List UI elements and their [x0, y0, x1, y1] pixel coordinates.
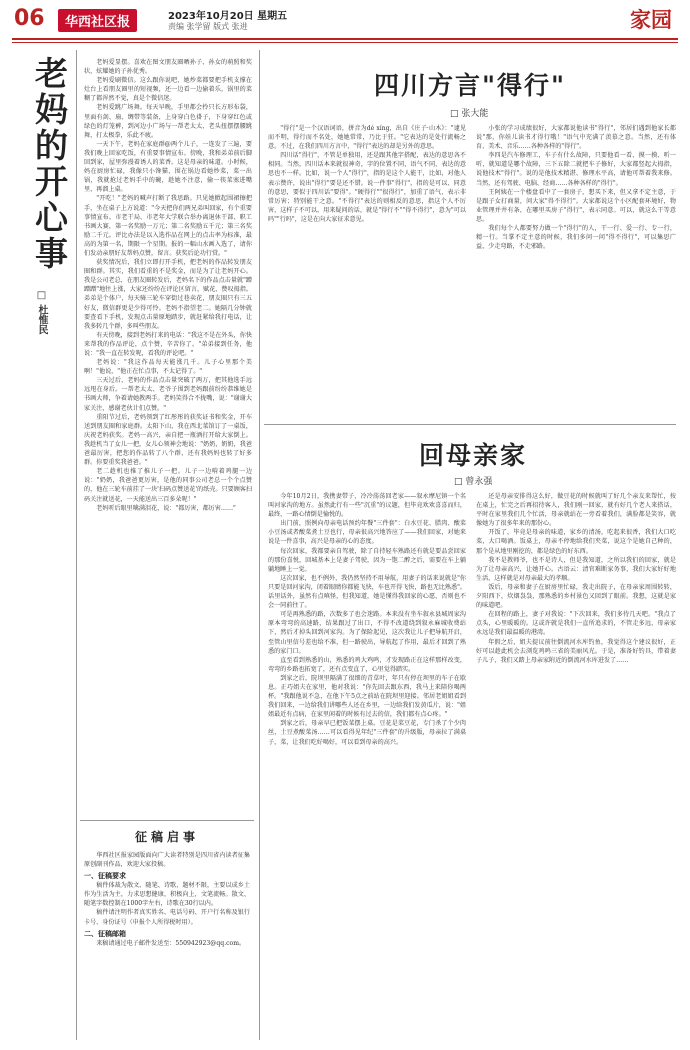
- column-divider-main: [259, 50, 260, 1040]
- paragraph: 到家之后，院坝里隔满了很细的青草叶，年只有停在坝里的车子在歇息。正巧姐夫在家里，他对我说："你先回去跟东西，我马上来陪你喝两杯。"我跟他说不急，在他下午5点之前站在院坝里迎接。邻居老姐姐看到我们回来，一边给我们讲哪些人还在乡里，一边给我们发黄瓜片，说："姐姐最近有点病，在家里闲着的时候有过去的信，我们都有点心疼。": [268, 674, 466, 719]
- page-number: 06: [14, 6, 45, 31]
- paragraph: 开饭了，毕竟是母亲的味道，家乡的清汤，吃起来很香，我们大口吃菜，大口喝酒。饭桌上，母亲不停地给我们夹菜，说这个是她自己种的，那个是从地里刚挖的，都是绿色的好东西。: [476, 529, 676, 555]
- paragraph: 华西社区报家园版面向广大读者特别是四川省内读者征集原创副刊作品，欢迎大家投稿。: [84, 852, 250, 869]
- paragraph: 王阿姨在一个楼盘看中了一套房子，想买下来，但又拿不定主意，于是跟子女打商量，问大家"得不得行"。大家都说这个小区配套环境好，物业管理并井有条，在哪里买房子"得行"，表示同意。可以，就这么干等意思。: [476, 188, 676, 223]
- article2-body-col1: [268, 124, 466, 416]
- article-divider: [264, 424, 676, 425]
- paragraph: 李四是汽车修理工，车子有什么故障，只要他看一看、摸一摸、听一听，就知道是哪个故障，三下五除二就把车子修好，大家都竖起大拇指，说他技术"得行"。说的是他技术精湛、修理水平高，请他可帮着我来修。当然，还有驾驶、电脑、经商……各种各样的"得行"。: [476, 152, 676, 187]
- editor-credit: 责编 张学留 版式 张进: [168, 22, 248, 31]
- paragraph: 年假之后，姐夫提议前往倒流河水库钓鱼，我觉得这个建议很好，正好可以趁此机会去浏览鸡鸣三省的美丽风光。于是，准备好钓具，带着妻子儿子，我们又踏上母亲家附近的倒流河水库进发了……: [476, 638, 676, 664]
- notice-section2-title: 二、征稿邮箱: [84, 929, 126, 938]
- paragraph: 老妈听后眼里噙满泪花，说："都厉害，都厉害……": [96, 504, 236, 512]
- paragraph: 四川话"得行"，不管是单独用，还是跟其他字搭配，表达的意思各不相同。当然，四川话本来就很神奇，字的位置不同，语气不同，表达的意思也不一样。比如，说一个人"得行"，指的是这个人能干，比如，对他人表示赞许，说出"得行"要是还不错。说一件事"得行"，指的是可以、同意的意思，要似于四川话"要得"。"硬得行""很得行"，加重了语气，表示非常厉害；特别能干之意。"不得行"表达的则相反的意思，指这个人不厉害，这样子不可以。用来疑问的话，就是"得行不""得不得行"，意为"可以吗""行吗"，这是在向大家征求意见。: [268, 152, 466, 223]
- paragraph: 饭后，母亲和妻子在厨房里忙碌，我走出院子，在母亲家周围转转，夕阳西下，炊烟袅袅，那熟悉的乡村景色又回到了眼前。我想，这就是家的味道吧。: [476, 583, 676, 610]
- paragraph: 一天下午，老妈在家庭群@两个儿子，一连发了三遍，要我们晚上回家吃饭，有重要事情宣布。傍晚，我和弟弟前后脚回到家，屋里弥漫着诱人的菜香。这是母亲的味道。小时候，妈在厨房忙碌，我像只小馋猫，围在锅边看她炒菜，菜一出锅，我就抢过老妈手中的碗，趁她不注意，偷一筷菜塞进嘴里，再溜上桌。: [84, 140, 252, 194]
- article3-body-col1: [268, 492, 466, 1040]
- article3-body-col2: [476, 492, 676, 1040]
- paragraph: 三天过后，老妈的作品点击量突破了两万，把其他选手远远甩在身后。一帮老太太、老爷子围到老妈跟前纷纷恭维她是书画大师，争着请她教两手。老妈笑得合不拢嘴，说："谢谢大家关注，感谢老伙计们点赞。": [84, 377, 252, 412]
- paragraph: 老妈爱跳广场舞。每天早晚，手里都会拎只长方形布袋，里面有剑、扇、绸带等装备，上身穿白色褂子，下身穿红色或绿色的灯笼裤，到河边小广场与一帮老太太、老头扭摆摆腰跳舞，打太极拳，乐此不疲。: [84, 104, 252, 139]
- notice-body: [84, 851, 250, 948]
- paragraph: 老妈爱显摆。喜欢在图文朋友圈晒孙子、孙女的萌照和奖状，炫耀她的子孙优秀。: [84, 59, 252, 76]
- paragraph: 在回程的路上，妻子对我说："下次回来，我们多待几天吧。"我点了点头，心里暖暖的。这或许就是我们一直所追求的，不管走多远，母亲家永远是我们最温暖的港湾。: [476, 611, 676, 637]
- paragraph: 有天傍晚，接到老妈打来的电话："我这不是在外头，你快来帮我的作品评论，点个赞，辛苦你了。"弟弟接到任务，他说："我一直在转发呢，看我的评论吧。": [84, 331, 252, 357]
- paragraph: 这次回家，也不例外，我仍然坚持不用导航，用妻子的话来说就是"你只要是回河家沟，闭着眼睛你都能飞快，车也开得飞快，路也无比熟悉"。话里话外，虽然有点嗔怪，但我知道，她是懂得我回家的心愿，否则也不会一同前往了。: [268, 574, 466, 610]
- notice-divider: [80, 820, 254, 821]
- paragraph: 直至看到熟悉的山，熟悉的鸡大鸡鸣，才发现路正在这样那样改变，弯弯的乡路也拓宽了，还有点变直了，心里觉得踏实。: [268, 656, 466, 673]
- column-divider-left: [76, 50, 77, 1040]
- article2-title: 四川方言"得行": [373, 71, 567, 100]
- header-rule: [12, 38, 678, 40]
- notice-title: 征稿启事: [134, 830, 199, 844]
- paragraph: 今年10月2日，我携妻带子，冷冷荡荡回老家——叙永摩尼镇一个名叫河家沟的地方。虽然此行有一些"沉重"的议题，但毕竟欢欢喜喜而归，最终，一路心情倒是愉悦的。: [268, 493, 466, 519]
- paragraph: 我不是教师爷，也不是诗人，但是我知道，之所以我们的回家，就是为了让母亲高兴，让她开心。古语云：清官难断家务事，我们大家好好地生活，这样就是对母亲最大的孝顺。: [476, 556, 676, 582]
- article3-title: 回母亲家: [418, 441, 527, 470]
- paragraph: "得行"是一个汉语词语，拼音为dé xíng，出自《庄子·山木》："逮见而不明，得行而不名处，她她常常，乃比于狂。"它表达的是处行流畅之意。不过，在我们四川方言中，"得行"表达的却是另外的意思。: [268, 125, 466, 151]
- issue-date: 2023年10月20日 星期五: [168, 11, 288, 22]
- paragraph: "开吃！"老妈的喊声打断了我思路。只见她掀起围裙擦把手，坐在桌子上方说道："今天把你们两兄弟叫回家，有个重要事情宣布。市老干局、市老年大学联合举办离退休干部、职工书画大赛，第一名奖励一万元；第二名奖励五千元；第三名奖励二千元。评比办法是以入选作品在网上的点击率为标准，最高的为第一名，期限一个星期。报的一幅山水画入选了，请你们发动亲朋好友帮妈点赞，留言。获奖后论功行赏。": [84, 195, 252, 257]
- section-name: 家园: [630, 7, 672, 32]
- paragraph: 到家之后，母亲早已把饭菜摆上桌。豆花是菜豆花，专门杀了个少肉丝，土豆煮酸菜汤……可以看得见年纪"三件套"的升级版，母亲拉了满桌子，菜，让我们吃好喝好，可以看到母亲的高兴。: [268, 720, 466, 746]
- header-rule-thin: [12, 42, 678, 43]
- notice: [84, 828, 250, 948]
- article2-body-col2: [476, 124, 676, 416]
- paragraph: 获奖情况后，我们立即打开手机，把老妈的作品转发朋友圈和群。其实，我们看重的不是奖金，而是为了让老妈开心。我是公司老总，在朋友圈转发后，老妈名下的作品点击量就"蹭蹭蹭"地往上涨，大家还纷纷在评论区留言，赋花、赞叹拇指。弟弟是个体户，每天骑三轮车穿街过巷卖花，朋友圈只有三五好友，微信群更是少得可怜。老妈不指望老二。她隔几分钟就要查看下手机，发现点击量原地踏步，就赶紧给我打电话，让我多转几个群，多叫些朋友。: [84, 259, 252, 330]
- article1-body: [84, 58, 252, 814]
- paragraph: 稿件请注明作者真实姓名、电话号码、开户行名称及银行卡号、身份证号（申报个人所得税时用）。: [84, 909, 250, 926]
- paragraph: 每次回家，我都要亲自驾驶，除了自持轻车熟路还有就是要品尝回家的那份喜悦，回城基本上是妻子驾驶，因为一饱二醉之后，需要在车上躺躺地睡上一觉。: [268, 547, 466, 573]
- paragraph: 出门前，照例向母亲电话预约年餐"三件套"：白水豆花、腊肉、酸菜小豆汤或者酸菜煮土豆也行，母亲很高兴地答应了——我们回家，对她来说是一件喜事，高兴是母亲的心的态度。: [268, 520, 466, 546]
- paragraph: 老妈爱刷微信。这么跟你说吧，她炒菜都要把手机支撑在灶台上看朋友圈里的短视频，还一边看一边偷着乐，锅里的菜糊了都浑然不觉，真是个微信迷。: [84, 77, 252, 103]
- paragraph: 稿件体裁为散文、随笔、诗歌，题材不限，主要以成乡土作为生活为主，力求思想健康，积极向上，文笔流畅。散文、随笔字数控制在1000字左右，诗歌在30行以内。: [84, 882, 250, 908]
- paragraph: 小张的学习成绩很好，大家都说他读书"得行"，邻居们遇到他家长都说"那，你娃儿读书才得行哦！"语气中充满了羡慕之意。当然，还有体育、美术、音乐……各种各样的"得行"。: [476, 125, 676, 151]
- paragraph: 重阳节过后，老妈领到了红彤彤的获奖证书和奖金，开车送到朋友圈和家庭群。太阳下山，我在西北菜馆订了一桌饭，庆祝老妈获奖。老妈一高兴，亲自把一瓶酒打开给大家倒上。我趁机当了女儿一把，女儿心领神会地说："奶奶，奶奶，我爸爸最厉害，把您的作品转了八个群，还有我妈妈也转了好多群。你要重奖我爸爸。": [84, 413, 252, 467]
- paragraph: 老妈说："我这作品每天能涨几千。儿子心里那个美啊！"他说，"他正在忙点事，不太记得了。": [84, 359, 252, 376]
- paragraph: 还是母亲安排得这么好，做豆花的时候就叫了好几个亲友来帮忙，按在桌上，忙完之后再招待客人，我们刚一回家，就有好几个老人来搭话，平时在家里我们几个忙活，母亲就站在一旁看着我们，满脸都是笑容，就像她为了很多年来的那份心。: [476, 493, 676, 528]
- article1-author: □ 杜惟民: [36, 290, 47, 335]
- brand-badge: 华西社区报: [58, 9, 137, 32]
- paragraph: 老二趁机也推了推儿子一把。儿子一边啃着鸡腿一边说："奶奶，我爸爸更厉害，是他的同事公司老总一个个点赞的，他在三轮车前挂了一块'扫码点赞送花'的纸壳。只要顾客扫码关注就送花，一天能送出三百多朵呢！": [84, 468, 252, 503]
- article2-author: □ 张大能: [450, 109, 489, 119]
- notice-email: 来稿请通过电子邮件发送至：550942923@qq.com。: [96, 939, 246, 947]
- notice-section1-title: 一、征稿要求: [84, 872, 126, 881]
- paragraph: 我们每个人都要努力做一个"得行"的人，干一行、爱一行、专一行，精一行。当掌不定主意的时候，我们多问一问"得不得行"，可以集思广益，少走弯路，不走邪路。: [476, 225, 676, 251]
- article1-title: 老妈的开心事: [30, 56, 69, 272]
- article3-author: □ 曾永强: [454, 477, 493, 487]
- paragraph: 可是再熟悉的路，次数多了也会迷路。本来没有坐车叙永县城周家沟原本弯弯的高速路，结果跟过了出口，不得不改道绕到叙永麻城收费站下，然后才掉头回到河家沟。为了保险起见，这次我让儿子把导航开启，至管山里信号差也给不准，但一路驶出，导航起了作用，最后才回到了熟悉的家门口。: [268, 611, 466, 655]
